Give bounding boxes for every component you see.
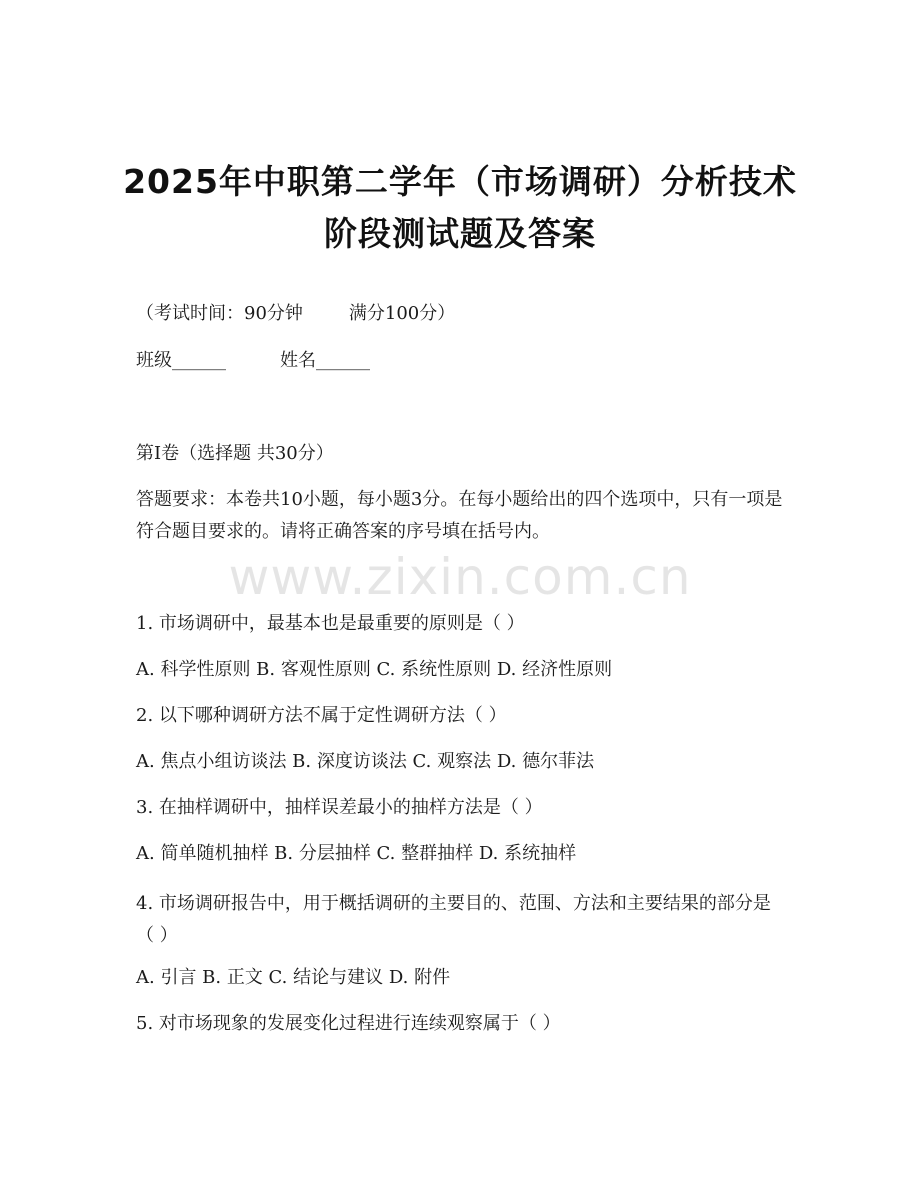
question-1-stem: 1. 市场调研中，最基本也是最重要的原则是（ ） xyxy=(136,613,525,634)
question-5-stem: 5. 对市场现象的发展变化过程进行连续观察属于（ ） xyxy=(136,1013,561,1034)
instructions: 答题要求：本卷共10小题，每小题3分。在每小题给出的四个选项中，只有一项是符合题目要求的。请将正确答案的序号填在括号内。 xyxy=(136,489,783,542)
student-fields xyxy=(136,349,796,373)
section-title: 第I卷（选择题 共30分） xyxy=(136,443,334,464)
question-2-options: A. 焦点小组访谈法 B. 深度访谈法 C. 观察法 D. 德尔菲法 xyxy=(136,751,595,772)
watermark: www.zixin.com.cn xyxy=(228,548,692,606)
question-1-options: A. 科学性原则 B. 客观性原则 C. 系统性原则 D. 经济性原则 xyxy=(136,659,613,680)
question-4-options: A. 引言 B. 正文 C. 结论与建议 D. 附件 xyxy=(136,967,451,988)
document-title-line-1: 2025年中职第二学年（市场调研）分析技术 xyxy=(123,162,797,201)
exam-info xyxy=(136,302,796,326)
class-field: 班级______ xyxy=(136,350,226,371)
question-2-stem: 2. 以下哪种调研方法不属于定性调研方法（ ） xyxy=(136,705,507,726)
name-field: 姓名______ xyxy=(280,350,370,371)
question-3-stem: 3. 在抽样调研中，抽样误差最小的抽样方法是（ ） xyxy=(136,797,543,818)
question-4-stem: 4. 市场调研报告中，用于概括调研的主要目的、范围、方法和主要结果的部分是（ ） xyxy=(136,893,771,946)
exam-time: （考试时间：90分钟 xyxy=(136,303,303,324)
document-title-line-2: 阶段测试题及答案 xyxy=(324,214,596,253)
question-3-options: A. 简单随机抽样 B. 分层抽样 C. 整群抽样 D. 系统抽样 xyxy=(136,843,577,864)
exam-score: 满分100分） xyxy=(348,303,456,324)
